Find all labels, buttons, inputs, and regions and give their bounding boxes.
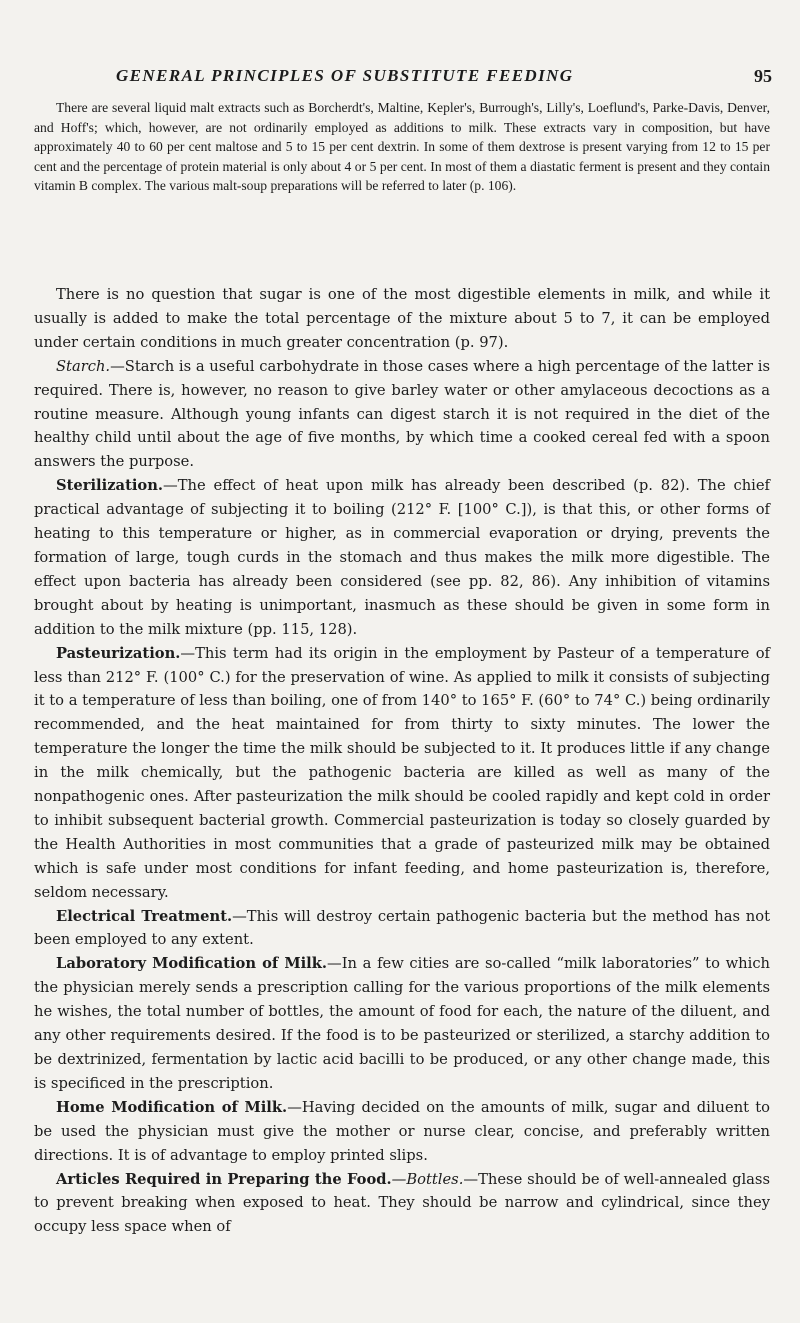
body-text: [34, 283, 770, 1239]
section-text-articles-required: —These should be of well-annealed glass to prevent breaking when exposed to heat. They should be narrow and cylindrical, since they occupy less space when of: [34, 1170, 771, 1236]
section-articles-required: [34, 1168, 770, 1240]
page-header: [32, 66, 772, 90]
section-starch: [34, 355, 770, 475]
section-home-modification: [34, 1096, 770, 1168]
section-heading-sterilization: Sterilization.: [56, 477, 164, 495]
section-heading-laboratory-modification: Laboratory Modification of Milk.: [56, 955, 328, 973]
page-number: 95: [754, 66, 772, 86]
section-text-sterilization: —The effect of heat upon milk has already been described (p. 82). The chief practical advantage of subjecting it to boiling (212° F. [100° C.]), is that this, or other forms of heating to this temperature or higher, as in commercial evaporation or drying, prevents the formation of large, tough curds in the stomach and thus makes the milk more digestible. The effect upon bacteria has already been considered (see pp. 82, 86). Any inhibition of vitamins brought about by heating is unimportant, inasmuch as these should be given in some form in addition to the milk mixture (pp. 115, 128).: [34, 477, 770, 638]
section-heading-pasteurization: Pasteurization.: [56, 644, 181, 662]
malt-extracts-paragraph: There are several liquid malt extracts such as Borcherdt's, Maltine, Kepler's, Burrough's, Lilly's, Loeflund's, Parke-Davis, Denver, and Hoff's; which, however, are not ordinarily employed as additions to milk. These extracts vary in composition, but have approximately 40 to 60 per cent maltose and 5 to 15 per cent dextrin. In some of them dextrose is present varying from 12 to 15 per cent and the percentage of protein material is only about 4 or 5 per cent. In most of them a diastatic ferment is present and they contain vitamin B complex. The various malt-soup preparations will be referred to later (p. 106).: [34, 100, 770, 194]
section-laboratory-modification: [34, 952, 770, 1095]
section-text-home-modification: —Having decided on the amounts of milk, sugar and diluent to be used the physician must give the mother or nurse clear, concise, and preferably written directions. It is of advantage to employ printed slips.: [34, 1098, 770, 1164]
section-text-laboratory-modification: —In a few cities are so-called “milk laboratories” to which the physician merely sends a prescription calling for the various proportions of the milk elements he wishes, the total number of bottles, the amount of food for each, the nature of the diluent, and any other requirements desired. If the food is to be pasteurized or sterilized, a starchy addition to be dextrinized, fermentation by lactic acid bacilli to be produced, or any other change made, this is specificed in the prescription.: [34, 955, 771, 1092]
sugar-paragraph: There is no question that sugar is one of the most digestible elements in milk, and while it usually is added to make the total percentage of the mixture about 5 to 7, it can be employed under certain conditions in much greater concentration (p. 97).: [34, 286, 770, 351]
section-text-electrical-treatment: —This will destroy certain pathogenic bacteria but the method has not been employed to any extent.: [34, 907, 770, 949]
section-heading-home-modification: Home Modification of Milk.: [56, 1098, 288, 1116]
section-pasteurization: [34, 642, 770, 905]
section-sterilization: [34, 474, 770, 641]
section-heading-starch: Starch.: [56, 357, 111, 375]
section-electrical-treatment: [34, 905, 770, 953]
running-head: GENERAL PRINCIPLES OF SUBSTITUTE FEEDING: [116, 66, 574, 85]
section-text-pasteurization: —This term had its origin in the employment by Pasteur of a temperature of less than 212° F. (100° C.) for the preservation of wine. As applied to milk it consists of subjecting it to a temperature of less than boiling, one of from 140° to 165° F. (60° to 74° C.) being ordinarily recommended, and the heat maintained for from thirty to sixty minutes. The lower the temperature the longer the time the milk should be subjected to it. It produces little if any change in the milk chemically, but the pathogenic bacteria are killed as well as many of the nonpathogenic ones. After pasteurization the milk should be cooled rapidly and kept cold in order to inhibit subsequent bacterial growth. Commercial pasteurization is today so closely guarded by the Health Authorities in most communities that a grade of pasteurized milk may be obtained which is safe under most conditions for infant feeding, and home pasteurization is, therefore, seldom necessary.: [34, 644, 770, 901]
section-text-starch: —Starch is a useful carbohydrate in those cases where a high percentage of the latter is required. There is, however, no reason to give barley water or other amylaceous decoctions as a routine measure. Although young infants can digest starch it is not required in the diet of the healthy child until about the age of five months, by which time a cooked cereal fed with a spoon answers the purpose.: [34, 357, 770, 471]
subheading-bottles: —Bottles.: [391, 1170, 464, 1188]
section-heading-articles-required: Articles Required in Preparing the Food.: [56, 1170, 392, 1188]
section-heading-electrical-treatment: Electrical Treatment.: [56, 907, 233, 925]
